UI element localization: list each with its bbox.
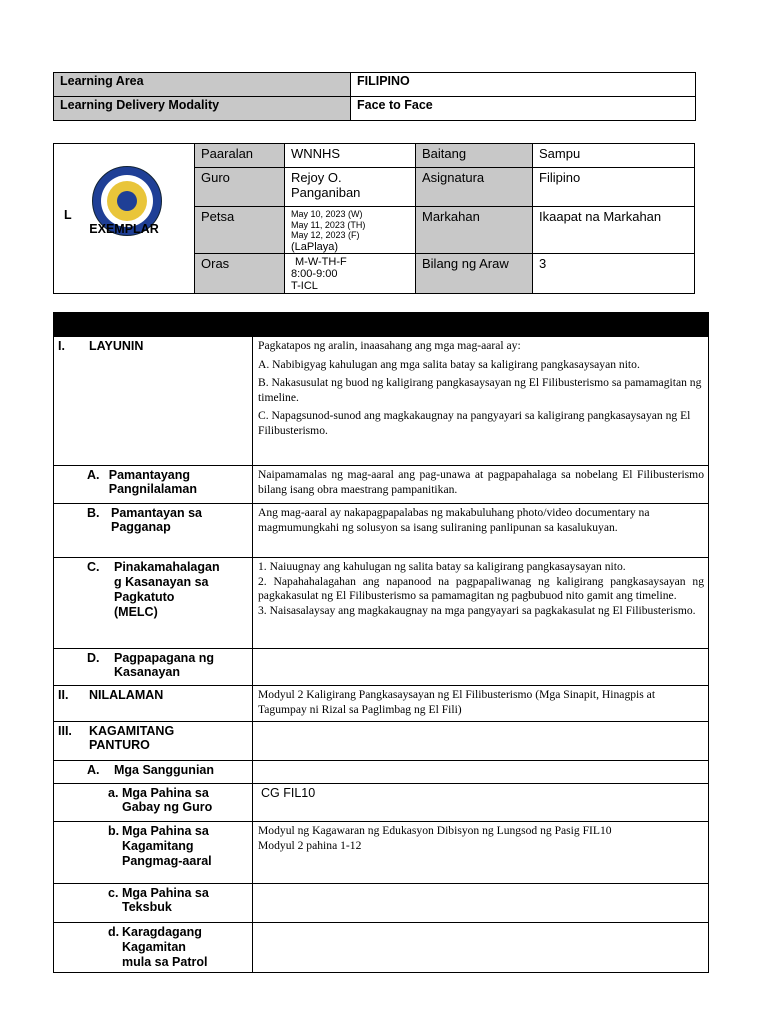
melc-cell	[54, 558, 253, 649]
bilang-ng-araw-label: Bilang ng Araw	[416, 253, 533, 293]
petsa-line: May 11, 2023 (TH)	[291, 219, 366, 230]
sanggunian-content	[253, 761, 709, 784]
nilalaman-text: Modyul 2 Kaligirang Pangkasaysayan ng El Filibusterismo (Mga Sinapit, Hinagpis at Tagumpay ni Rizal sa Paglimbag ng El Fili)	[253, 686, 709, 722]
petsa-value	[285, 207, 416, 254]
pamantayan-sa-pagganap-cell	[54, 504, 253, 558]
pamantayan-sa-pagganap-label: Pamantayan sa Pagganap	[110, 506, 203, 534]
kagamitang-panturo-label	[89, 724, 174, 752]
logo-letter: L	[64, 208, 72, 222]
melc-label	[114, 560, 220, 620]
oras-value	[285, 253, 416, 293]
item-key: C.	[87, 560, 100, 574]
pagpapagana-label	[114, 651, 214, 679]
melc-content	[253, 558, 709, 649]
gabay-label-line: Gabay ng Guro	[122, 800, 213, 814]
karagdagang-label-line: Kagamitan	[122, 940, 186, 954]
kagamitang-panturo-cell	[54, 722, 253, 761]
teksbuk-label-line: Mga Pahina sa	[122, 886, 209, 900]
pagpapagana-label-line: Kasanayan	[114, 665, 181, 679]
item-key: d.	[108, 925, 120, 939]
layunin-item: A. Nabibigyag kahulugan ang mga salita batay sa kaligirang pangkasaysayan nito.	[258, 357, 640, 371]
pangmag-text-line: Modyul ng Kagawaran ng Edukasyon Dibisyon ng Lungsod ng Pasig FIL10	[258, 824, 612, 837]
table-header-bar	[54, 313, 709, 337]
kagamitang-pangmag-aaral-cell	[54, 822, 253, 884]
section-number: I.	[58, 339, 65, 353]
karagdagang-kagamitan-cell	[54, 923, 253, 973]
teksbuk-label-line: Teksbuk	[122, 900, 172, 914]
layunin-intro: Pagkatapos ng aralin, inaasahang ang mga mag-aaral ay:	[258, 339, 521, 352]
section-number: III.	[58, 724, 72, 738]
learning-area-value: FILIPINO	[351, 73, 696, 97]
item-key: c.	[108, 886, 119, 900]
delivery-modality-label: Learning Delivery Modality	[54, 97, 351, 121]
pagpapagana-cell	[54, 649, 253, 686]
layunin-content	[253, 337, 709, 466]
kagamitang-label-line: PANTURO	[89, 738, 150, 752]
guro-value: Rejoy O. Panganiban	[285, 168, 416, 207]
exemplar-label: EXEMPLAR	[89, 222, 159, 236]
markahan-label: Markahan	[416, 207, 533, 254]
item-key: A.	[87, 763, 100, 777]
melc-item: 2. Napahahalagahan ang napanood na pagpapaliwanag ng kaligirang pangkasaysayan ng pagkakasulat ng El Filibusterismo sa pamamagitan ng pagbubuod nito gamit ang timeline.	[258, 574, 704, 602]
pamantayang-pangnilalaman-label: Pamantayang Pangnilalaman	[108, 468, 197, 496]
kagamitang-panturo-content	[253, 722, 709, 761]
school-info-table	[53, 143, 695, 294]
pangmag-label-line: Kagamitang	[122, 839, 194, 853]
gabay-ng-guro-cell	[54, 784, 253, 822]
melc-label-line: g Kasanayan sa	[114, 575, 209, 589]
pangmag-label-line: Pangmag-aaral	[122, 854, 212, 868]
pagpapagana-label-line: Pagpapagana ng	[114, 651, 215, 665]
gabay-label-line: Mga Pahina sa	[122, 786, 209, 800]
item-key: a.	[108, 786, 119, 800]
logo-cell	[54, 144, 195, 294]
karagdagang-label-line: mula sa Patrol	[122, 955, 208, 969]
pagpapagana-text	[253, 649, 709, 686]
item-key: D.	[87, 651, 100, 665]
melc-label-line: Pinakamahalagan	[114, 560, 220, 574]
nilalaman-cell	[54, 686, 253, 722]
pangmag-text-line: Modyul 2 pahina 1-12	[258, 838, 362, 852]
petsa-line: May 12, 2023 (F)	[291, 230, 360, 240]
teksbuk-content	[253, 884, 709, 923]
gabay-ng-guro-text: CG FIL10	[253, 784, 709, 822]
layunin-item: B. Nakasusulat ng buod ng kaligirang pangkasaysayan ng El Filibusterismo sa pamamagitan ng timeline.	[258, 376, 702, 404]
learning-area-label: Learning Area	[54, 73, 351, 97]
kagamitang-pangmag-aaral-text	[253, 822, 709, 884]
sanggunian-label: Mga Sanggunian	[114, 763, 214, 777]
layunin-cell	[54, 337, 253, 466]
baitang-value: Sampu	[533, 144, 695, 168]
paaralan-value: WNNHS	[285, 144, 416, 168]
item-key: B.	[87, 506, 100, 520]
pamantayang-pangnilalaman-cell	[54, 466, 253, 504]
pamantayang-pangnilalaman-text: Naipamamalas ng mag-aaral ang pag-unawa at pagpapahalaga sa nobelang El Filibusterismo bilang isang obra maestrang pampanitikan.	[253, 466, 709, 504]
petsa-label: Petsa	[195, 207, 285, 254]
item-key: A.	[87, 468, 100, 482]
oras-line: 8:00-9:00	[291, 267, 338, 280]
lesson-plan-table	[53, 312, 709, 973]
pangmag-label-line: Mga Pahina sa	[122, 824, 209, 838]
item-key: b.	[108, 824, 120, 838]
learning-area-table	[53, 72, 696, 121]
teksbuk-label	[122, 886, 209, 914]
baitang-label: Baitang	[416, 144, 533, 168]
layunin-item: C. Napagsunod-sunod ang magkakaugnay na pangyayari sa kaligirang pangkasaysayan ng El Filibusterismo.	[258, 409, 691, 437]
oras-line: M-W-TH-F	[295, 255, 347, 268]
petsa-location: (LaPlaya)	[291, 240, 339, 253]
asignatura-value: Filipino	[533, 168, 695, 207]
kagamitang-pangmag-aaral-label	[122, 824, 212, 869]
melc-label-line: Pagkatuto	[114, 590, 175, 604]
asignatura-label: Asignatura	[416, 168, 533, 207]
delivery-modality-value: Face to Face	[351, 97, 696, 121]
karagdagang-kagamitan-label	[122, 925, 207, 970]
karagdagang-label-line: Karagdagang	[122, 925, 202, 939]
oras-label: Oras	[195, 253, 285, 293]
karagdagang-kagamitan-content	[253, 923, 709, 973]
melc-label-line: (MELC)	[114, 605, 158, 619]
paaralan-label: Paaralan	[195, 144, 285, 168]
teksbuk-cell	[54, 884, 253, 923]
bilang-ng-araw-value: 3	[533, 253, 695, 293]
melc-item: 1. Naiuugnay ang kahulugan ng salita batay sa kaligirang pangkasaysayan nito.	[258, 560, 626, 573]
petsa-line: May 10, 2023 (W)	[291, 209, 363, 219]
melc-item: 3. Naisasalaysay ang magkakaugnay na mga pangyayari sa pagkakasulat ng El Filibusterismo.	[258, 603, 696, 617]
markahan-value: Ikaapat na Markahan	[533, 207, 695, 254]
layunin-label: LAYUNIN	[89, 339, 144, 353]
guro-label: Guro	[195, 168, 285, 207]
gabay-ng-guro-label	[122, 786, 212, 814]
nilalaman-label: NILALAMAN	[89, 688, 164, 702]
oras-line: T-ICL	[291, 279, 318, 292]
section-number: II.	[58, 688, 69, 702]
kagamitang-label-line: KAGAMITANG	[89, 724, 175, 738]
sanggunian-cell	[54, 761, 253, 784]
pamantayan-sa-pagganap-text: Ang mag-aaral ay nakapagpapalabas ng makabuluhang photo/video documentary na magmumungkahi ng solusyon sa isang suliraning panlipunan sa kasalukuyan.	[253, 504, 709, 558]
